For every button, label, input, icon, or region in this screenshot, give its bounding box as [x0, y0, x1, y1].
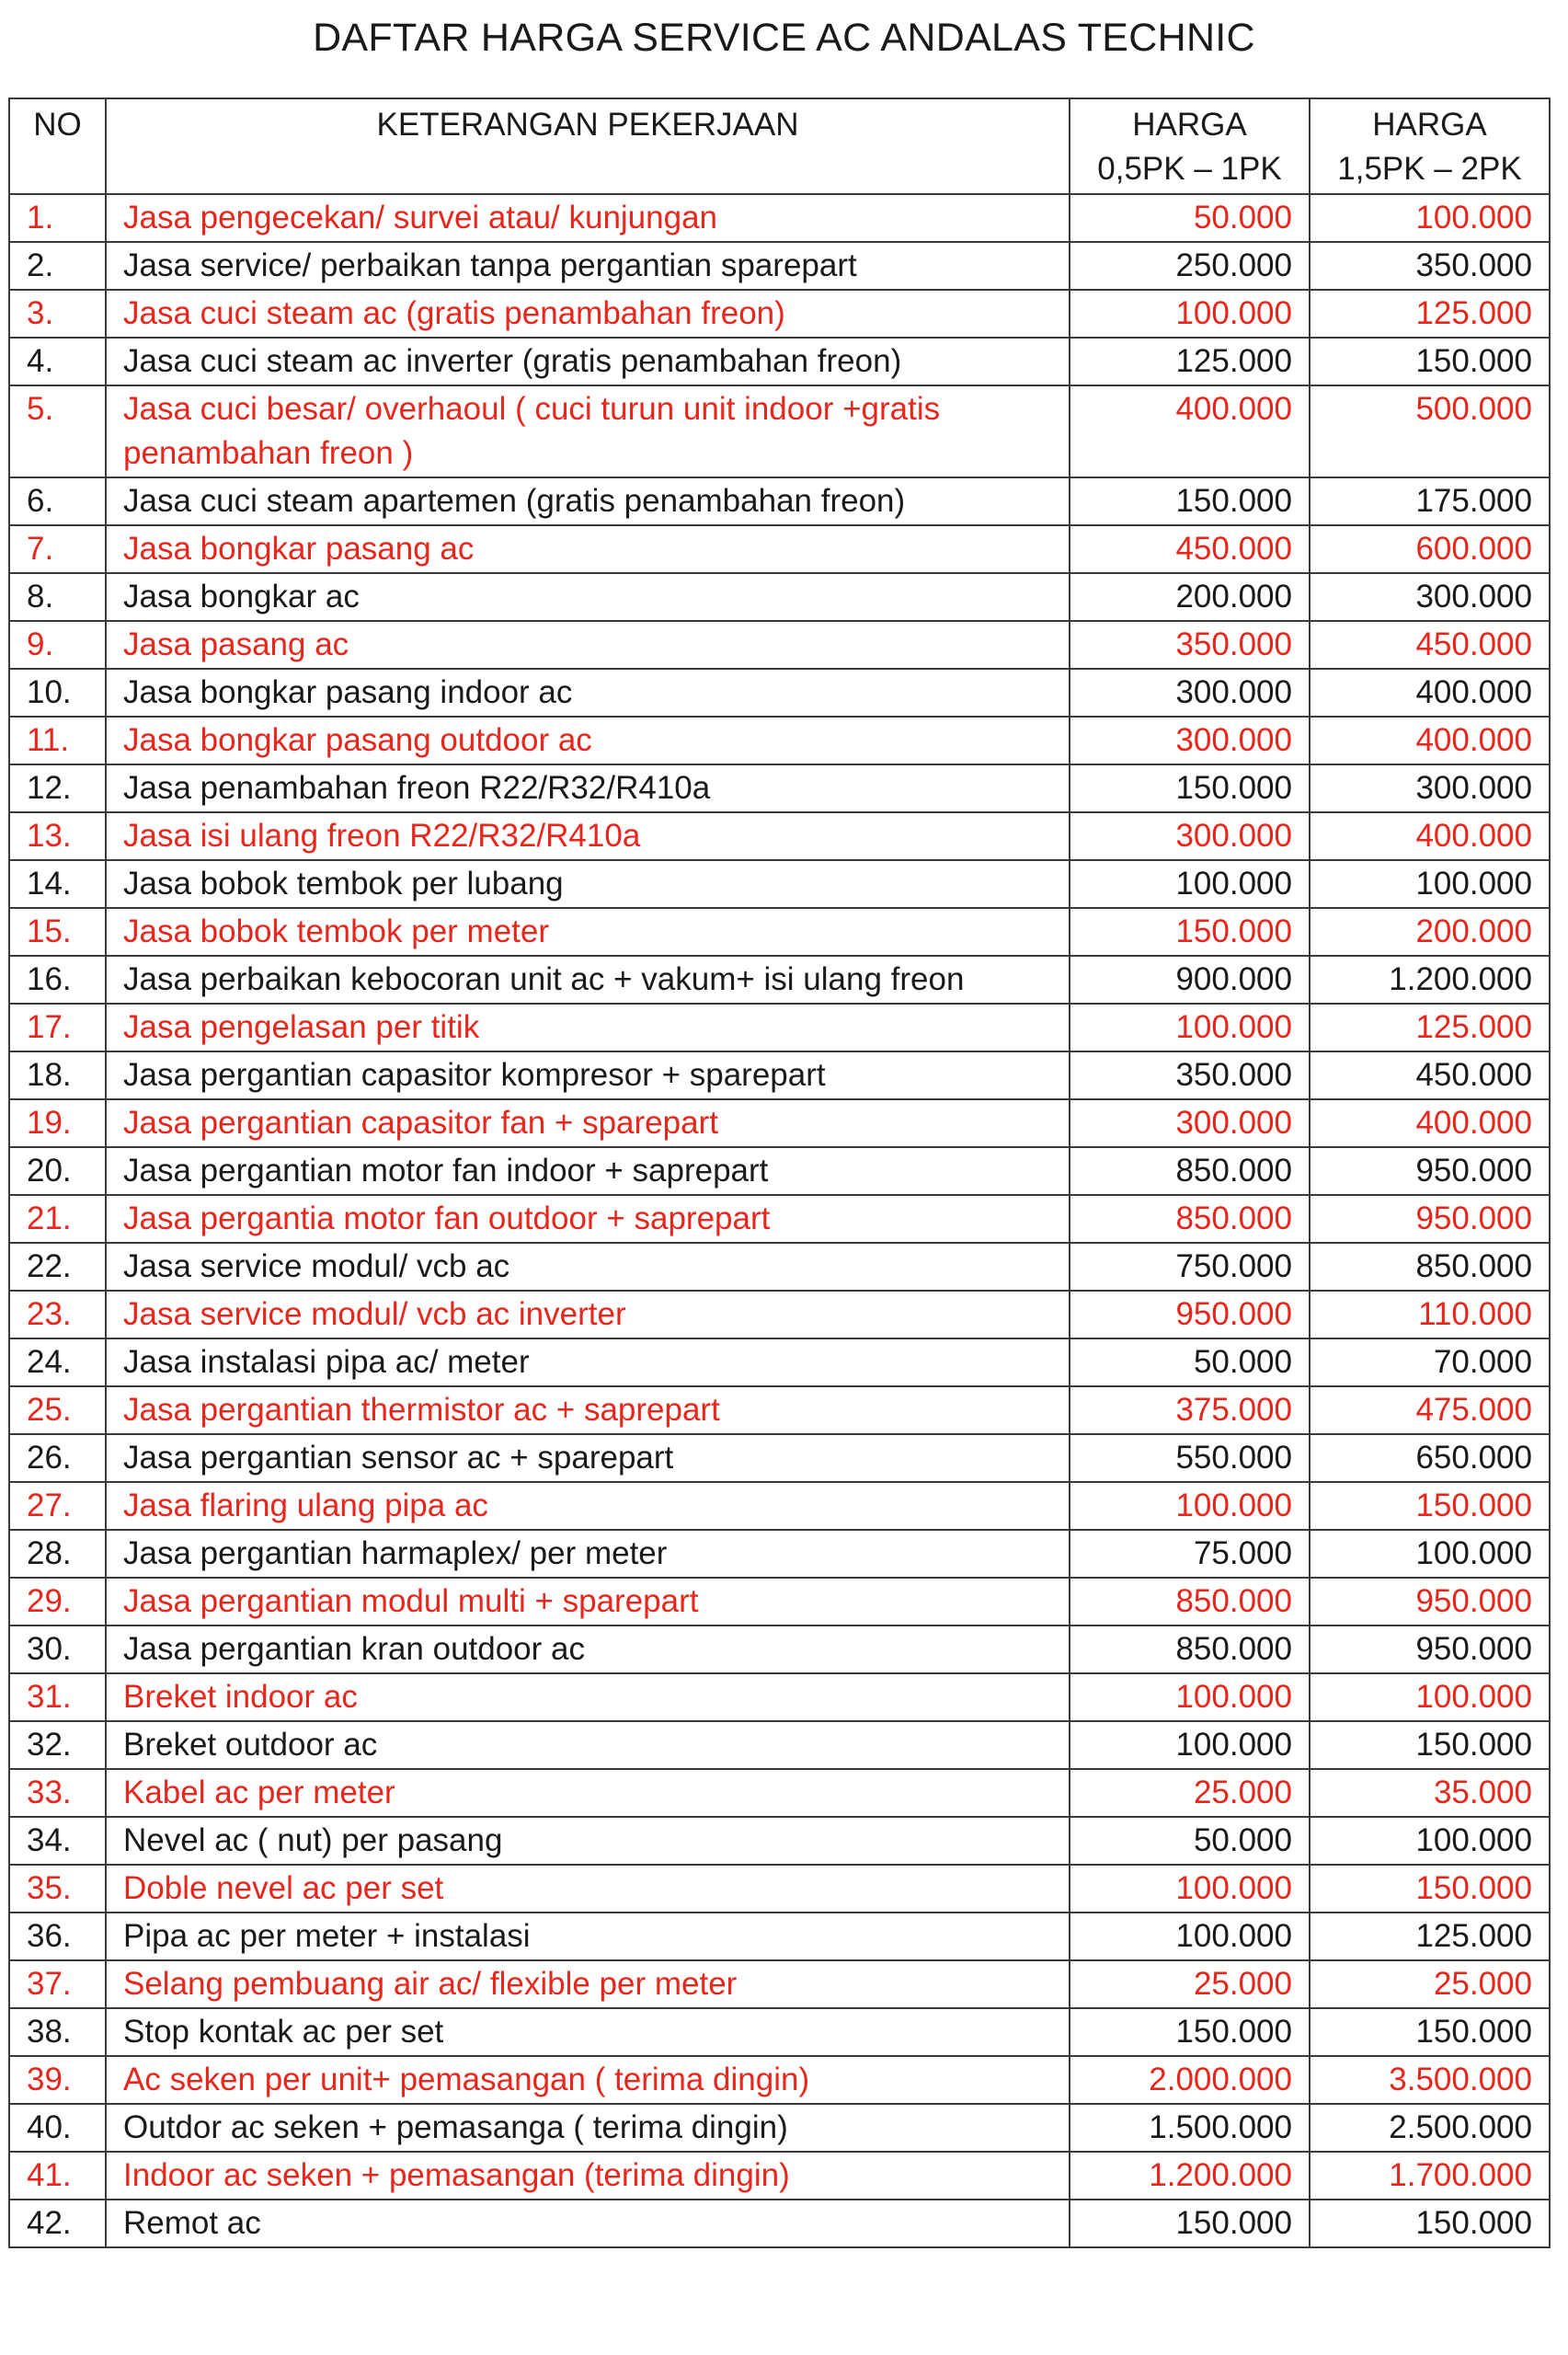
row-number: 41.	[9, 2152, 106, 2200]
header-price-small	[1070, 98, 1310, 194]
row-description: Jasa instalasi pipa ac/ meter	[106, 1338, 1070, 1386]
header-description: KETERANGAN PEKERJAAN	[106, 98, 1070, 194]
row-number: 9.	[9, 621, 106, 669]
row-number: 10.	[9, 669, 106, 717]
table-row	[9, 1721, 1550, 1769]
row-description: Selang pembuang air ac/ flexible per meter	[106, 1960, 1070, 2008]
row-description: Jasa pergantian capasitor kompresor + sparepart	[106, 1051, 1070, 1099]
row-description: Pipa ac per meter + instalasi	[106, 1913, 1070, 1960]
table-row	[9, 956, 1550, 1004]
row-number: 24.	[9, 1338, 106, 1386]
row-price-small: 375.000	[1070, 1386, 1310, 1434]
table-row	[9, 1338, 1550, 1386]
row-price-large: 950.000	[1310, 1578, 1550, 1626]
row-number: 18.	[9, 1051, 106, 1099]
table-row	[9, 1865, 1550, 1913]
row-price-large: 125.000	[1310, 1004, 1550, 1051]
row-number: 23.	[9, 1291, 106, 1338]
row-price-small: 350.000	[1070, 1051, 1310, 1099]
table-row	[9, 477, 1550, 525]
row-price-small: 100.000	[1070, 290, 1310, 338]
row-price-small: 100.000	[1070, 1673, 1310, 1721]
header-price-small-label: HARGA	[1132, 107, 1247, 143]
row-price-large: 125.000	[1310, 1913, 1550, 1960]
row-price-large: 200.000	[1310, 908, 1550, 956]
row-price-large: 500.000	[1310, 385, 1550, 477]
header-price-small-range: 0,5PK – 1PK	[1097, 151, 1282, 187]
row-price-small: 150.000	[1070, 477, 1310, 525]
row-price-small: 50.000	[1070, 1338, 1310, 1386]
table-row	[9, 764, 1550, 812]
row-price-small: 150.000	[1070, 2200, 1310, 2247]
row-price-small: 350.000	[1070, 621, 1310, 669]
table-row	[9, 1051, 1550, 1099]
row-price-small: 1.200.000	[1070, 2152, 1310, 2200]
row-number: 17.	[9, 1004, 106, 1051]
row-description: Jasa cuci steam ac inverter (gratis penambahan freon)	[106, 338, 1070, 385]
row-number: 42.	[9, 2200, 106, 2247]
row-description: Kabel ac per meter	[106, 1769, 1070, 1817]
row-price-small: 850.000	[1070, 1147, 1310, 1195]
row-number: 15.	[9, 908, 106, 956]
row-price-small: 400.000	[1070, 385, 1310, 477]
row-description: Jasa bongkar pasang outdoor ac	[106, 717, 1070, 764]
row-number: 28.	[9, 1530, 106, 1578]
row-price-large: 450.000	[1310, 621, 1550, 669]
row-description: Remot ac	[106, 2200, 1070, 2247]
table-row	[9, 242, 1550, 290]
row-description: Jasa pergantian harmaplex/ per meter	[106, 1530, 1070, 1578]
row-number: 14.	[9, 860, 106, 908]
row-price-small: 50.000	[1070, 1817, 1310, 1865]
table-row	[9, 1434, 1550, 1482]
row-price-small: 850.000	[1070, 1578, 1310, 1626]
table-row	[9, 1769, 1550, 1817]
header-no: NO	[9, 98, 106, 194]
row-description: Jasa penambahan freon R22/R32/R410a	[106, 764, 1070, 812]
row-price-large: 150.000	[1310, 2008, 1550, 2056]
row-description: Jasa pergantia motor fan outdoor + saprepart	[106, 1195, 1070, 1243]
row-price-small: 100.000	[1070, 1721, 1310, 1769]
row-number: 12.	[9, 764, 106, 812]
header-price-large-label: HARGA	[1372, 107, 1487, 143]
table-row	[9, 2152, 1550, 2200]
row-price-large: 300.000	[1310, 573, 1550, 621]
row-price-large: 400.000	[1310, 1099, 1550, 1147]
row-price-small: 900.000	[1070, 956, 1310, 1004]
row-price-large: 150.000	[1310, 1482, 1550, 1530]
row-number: 19.	[9, 1099, 106, 1147]
table-row	[9, 1578, 1550, 1626]
row-price-small: 150.000	[1070, 908, 1310, 956]
table-row	[9, 2056, 1550, 2104]
table-row	[9, 1530, 1550, 1578]
row-description: Doble nevel ac per set	[106, 1865, 1070, 1913]
row-price-large: 850.000	[1310, 1243, 1550, 1291]
row-price-small: 100.000	[1070, 860, 1310, 908]
row-number: 32.	[9, 1721, 106, 1769]
row-price-large: 35.000	[1310, 1769, 1550, 1817]
table-row	[9, 1482, 1550, 1530]
row-description: Jasa service modul/ vcb ac	[106, 1243, 1070, 1291]
row-price-large: 150.000	[1310, 2200, 1550, 2247]
table-row	[9, 194, 1550, 242]
row-description: Jasa cuci besar/ overhaoul ( cuci turun unit indoor +gratis penambahan freon )	[106, 385, 1070, 477]
row-price-small: 100.000	[1070, 1913, 1310, 1960]
table-row	[9, 2008, 1550, 2056]
row-number: 8.	[9, 573, 106, 621]
row-number: 21.	[9, 1195, 106, 1243]
row-description: Indoor ac seken + pemasangan (terima dingin)	[106, 2152, 1070, 2200]
row-description: Jasa bobok tembok per meter	[106, 908, 1070, 956]
table-row	[9, 290, 1550, 338]
row-number: 40.	[9, 2104, 106, 2152]
row-number: 38.	[9, 2008, 106, 2056]
row-price-large: 25.000	[1310, 1960, 1550, 2008]
row-price-large: 600.000	[1310, 525, 1550, 573]
row-price-large: 950.000	[1310, 1626, 1550, 1673]
row-description: Jasa bobok tembok per lubang	[106, 860, 1070, 908]
row-price-small: 100.000	[1070, 1482, 1310, 1530]
row-number: 34.	[9, 1817, 106, 1865]
row-price-large: 950.000	[1310, 1195, 1550, 1243]
row-description: Ac seken per unit+ pemasangan ( terima dingin)	[106, 2056, 1070, 2104]
row-price-large: 350.000	[1310, 242, 1550, 290]
table-row	[9, 860, 1550, 908]
row-number: 13.	[9, 812, 106, 860]
row-price-large: 70.000	[1310, 1338, 1550, 1386]
row-price-small: 300.000	[1070, 669, 1310, 717]
row-price-small: 300.000	[1070, 1099, 1310, 1147]
row-description: Breket outdoor ac	[106, 1721, 1070, 1769]
row-price-small: 550.000	[1070, 1434, 1310, 1482]
table-row	[9, 812, 1550, 860]
row-price-small: 125.000	[1070, 338, 1310, 385]
row-number: 5.	[9, 385, 106, 477]
table-row	[9, 2104, 1550, 2152]
row-number: 30.	[9, 1626, 106, 1673]
row-price-small: 250.000	[1070, 242, 1310, 290]
table-row	[9, 1913, 1550, 1960]
row-price-large: 400.000	[1310, 717, 1550, 764]
table-row	[9, 1817, 1550, 1865]
table-row	[9, 1626, 1550, 1673]
table-row	[9, 338, 1550, 385]
row-price-large: 150.000	[1310, 338, 1550, 385]
table-row	[9, 669, 1550, 717]
row-price-small: 2.000.000	[1070, 2056, 1310, 2104]
row-description: Nevel ac ( nut) per pasang	[106, 1817, 1070, 1865]
row-number: 37.	[9, 1960, 106, 2008]
row-number: 25.	[9, 1386, 106, 1434]
row-number: 22.	[9, 1243, 106, 1291]
table-row	[9, 1673, 1550, 1721]
row-description: Jasa bongkar pasang ac	[106, 525, 1070, 573]
row-price-small: 100.000	[1070, 1004, 1310, 1051]
row-price-large: 100.000	[1310, 194, 1550, 242]
row-price-small: 150.000	[1070, 764, 1310, 812]
row-price-large: 100.000	[1310, 1817, 1550, 1865]
row-description: Jasa isi ulang freon R22/R32/R410a	[106, 812, 1070, 860]
row-price-small: 950.000	[1070, 1291, 1310, 1338]
row-price-large: 2.500.000	[1310, 2104, 1550, 2152]
row-price-small: 450.000	[1070, 525, 1310, 573]
table-header-row	[9, 98, 1550, 194]
table-row	[9, 908, 1550, 956]
table-row	[9, 1004, 1550, 1051]
row-number: 4.	[9, 338, 106, 385]
row-description: Jasa pengelasan per titik	[106, 1004, 1070, 1051]
row-number: 2.	[9, 242, 106, 290]
table-row	[9, 621, 1550, 669]
row-price-small: 1.500.000	[1070, 2104, 1310, 2152]
row-description: Jasa pergantian motor fan indoor + saprepart	[106, 1147, 1070, 1195]
row-description: Jasa cuci steam ac (gratis penambahan freon)	[106, 290, 1070, 338]
row-number: 39.	[9, 2056, 106, 2104]
row-price-large: 100.000	[1310, 1530, 1550, 1578]
table-row	[9, 2200, 1550, 2247]
row-description: Breket indoor ac	[106, 1673, 1070, 1721]
row-number: 3.	[9, 290, 106, 338]
header-price-large-range: 1,5PK – 2PK	[1337, 151, 1522, 187]
row-description: Jasa bongkar ac	[106, 573, 1070, 621]
row-description: Jasa pasang ac	[106, 621, 1070, 669]
row-price-large: 950.000	[1310, 1147, 1550, 1195]
row-description: Jasa pergantian capasitor fan + sparepart	[106, 1099, 1070, 1147]
row-price-large: 3.500.000	[1310, 2056, 1550, 2104]
row-price-small: 25.000	[1070, 1960, 1310, 2008]
row-description: Jasa service/ perbaikan tanpa pergantian sparepart	[106, 242, 1070, 290]
row-description: Jasa perbaikan kebocoran unit ac + vakum+ isi ulang freon	[106, 956, 1070, 1004]
row-number: 36.	[9, 1913, 106, 1960]
row-price-small: 200.000	[1070, 573, 1310, 621]
table-row	[9, 385, 1550, 477]
row-number: 26.	[9, 1434, 106, 1482]
row-number: 16.	[9, 956, 106, 1004]
table-row	[9, 1386, 1550, 1434]
row-number: 7.	[9, 525, 106, 573]
row-description: Jasa pergantian thermistor ac + saprepart	[106, 1386, 1070, 1434]
row-number: 6.	[9, 477, 106, 525]
row-description: Jasa cuci steam apartemen (gratis penambahan freon)	[106, 477, 1070, 525]
table-row	[9, 1960, 1550, 2008]
row-price-small: 850.000	[1070, 1195, 1310, 1243]
row-description: Jasa pergantian modul multi + sparepart	[106, 1578, 1070, 1626]
row-price-large: 300.000	[1310, 764, 1550, 812]
row-price-large: 400.000	[1310, 669, 1550, 717]
row-price-small: 850.000	[1070, 1626, 1310, 1673]
row-price-large: 150.000	[1310, 1865, 1550, 1913]
row-price-large: 650.000	[1310, 1434, 1550, 1482]
row-description: Jasa pergantian sensor ac + sparepart	[106, 1434, 1070, 1482]
row-description: Stop kontak ac per set	[106, 2008, 1070, 2056]
row-description: Jasa pengecekan/ survei atau/ kunjungan	[106, 194, 1070, 242]
row-description: Jasa pergantian kran outdoor ac	[106, 1626, 1070, 1673]
row-price-large: 400.000	[1310, 812, 1550, 860]
row-price-large: 475.000	[1310, 1386, 1550, 1434]
table-row	[9, 1243, 1550, 1291]
table-row	[9, 1291, 1550, 1338]
table-row	[9, 1099, 1550, 1147]
row-number: 27.	[9, 1482, 106, 1530]
row-description: Jasa flaring ulang pipa ac	[106, 1482, 1070, 1530]
row-number: 33.	[9, 1769, 106, 1817]
table-row	[9, 525, 1550, 573]
row-description: Jasa bongkar pasang indoor ac	[106, 669, 1070, 717]
table-row	[9, 717, 1550, 764]
row-price-small: 100.000	[1070, 1865, 1310, 1913]
row-price-large: 1.700.000	[1310, 2152, 1550, 2200]
row-description: Outdor ac seken + pemasanga ( terima dingin)	[106, 2104, 1070, 2152]
table-row	[9, 1147, 1550, 1195]
row-price-large: 450.000	[1310, 1051, 1550, 1099]
table-row	[9, 573, 1550, 621]
page-title: DAFTAR HARGA SERVICE AC ANDALAS TECHNIC	[313, 16, 1255, 60]
row-price-large: 175.000	[1310, 477, 1550, 525]
row-number: 29.	[9, 1578, 106, 1626]
row-price-large: 150.000	[1310, 1721, 1550, 1769]
row-price-small: 750.000	[1070, 1243, 1310, 1291]
table-row	[9, 1195, 1550, 1243]
row-number: 1.	[9, 194, 106, 242]
price-table	[8, 98, 1551, 2248]
row-price-large: 100.000	[1310, 1673, 1550, 1721]
row-price-large: 1.200.000	[1310, 956, 1550, 1004]
row-number: 11.	[9, 717, 106, 764]
header-price-large	[1310, 98, 1550, 194]
row-number: 35.	[9, 1865, 106, 1913]
row-price-small: 300.000	[1070, 812, 1310, 860]
row-price-large: 100.000	[1310, 860, 1550, 908]
row-number: 20.	[9, 1147, 106, 1195]
row-description: Jasa service modul/ vcb ac inverter	[106, 1291, 1070, 1338]
row-price-small: 300.000	[1070, 717, 1310, 764]
row-price-small: 150.000	[1070, 2008, 1310, 2056]
row-price-large: 110.000	[1310, 1291, 1550, 1338]
row-price-small: 75.000	[1070, 1530, 1310, 1578]
row-price-large: 125.000	[1310, 290, 1550, 338]
row-price-small: 50.000	[1070, 194, 1310, 242]
row-number: 31.	[9, 1673, 106, 1721]
row-price-small: 25.000	[1070, 1769, 1310, 1817]
